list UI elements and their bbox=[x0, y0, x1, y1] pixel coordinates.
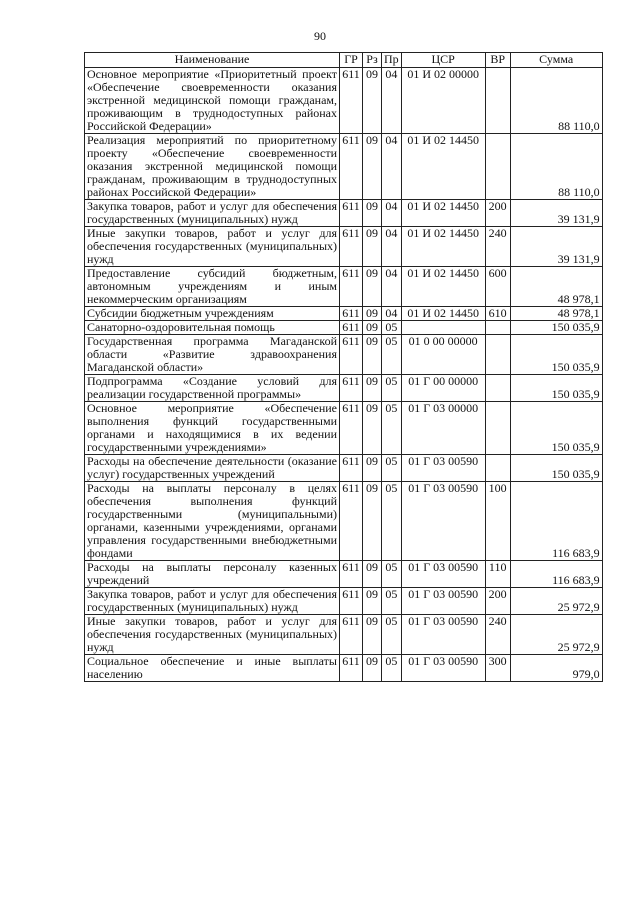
cell-rz: 09 bbox=[363, 200, 382, 227]
cell-csr: 01 И 02 14450 bbox=[401, 227, 485, 267]
cell-name: Закупка товаров, работ и услуг для обеспечения государственных (муниципальных) нужд bbox=[85, 200, 340, 227]
cell-gr: 611 bbox=[340, 227, 363, 267]
cell-sum: 88 110,0 bbox=[510, 134, 602, 200]
cell-sum: 25 972,9 bbox=[510, 615, 602, 655]
header-csr: ЦСР bbox=[401, 53, 485, 68]
cell-rz: 09 bbox=[363, 267, 382, 307]
cell-sum: 150 035,9 bbox=[510, 375, 602, 402]
cell-name: Расходы на выплаты персоналу казенных учреждений bbox=[85, 561, 340, 588]
cell-sum: 979,0 bbox=[510, 655, 602, 682]
table-row bbox=[85, 267, 603, 307]
cell-gr: 611 bbox=[340, 335, 363, 375]
cell-gr: 611 bbox=[340, 68, 363, 134]
cell-sum: 39 131,9 bbox=[510, 227, 602, 267]
cell-rz: 09 bbox=[363, 615, 382, 655]
header-name: Наименование bbox=[85, 53, 340, 68]
cell-pr: 04 bbox=[382, 68, 402, 134]
table-row bbox=[85, 321, 603, 335]
cell-sum: 150 035,9 bbox=[510, 455, 602, 482]
cell-name: Санаторно-оздоровительная помощь bbox=[85, 321, 340, 335]
cell-name: Закупка товаров, работ и услуг для обеспечения государственных (муниципальных) нужд bbox=[85, 588, 340, 615]
cell-sum: 48 978,1 bbox=[510, 307, 602, 321]
table-header-row bbox=[85, 53, 603, 68]
cell-gr: 611 bbox=[340, 321, 363, 335]
cell-vr: 110 bbox=[485, 561, 510, 588]
header-rz: Рз bbox=[363, 53, 382, 68]
cell-rz: 09 bbox=[363, 68, 382, 134]
cell-sum: 150 035,9 bbox=[510, 402, 602, 455]
cell-csr: 01 Г 03 00590 bbox=[401, 588, 485, 615]
cell-csr: 01 И 02 14450 bbox=[401, 267, 485, 307]
cell-sum: 116 683,9 bbox=[510, 482, 602, 561]
cell-gr: 611 bbox=[340, 375, 363, 402]
cell-rz: 09 bbox=[363, 321, 382, 335]
cell-gr: 611 bbox=[340, 200, 363, 227]
cell-pr: 04 bbox=[382, 134, 402, 200]
cell-vr bbox=[485, 134, 510, 200]
table-row bbox=[85, 482, 603, 561]
cell-rz: 09 bbox=[363, 375, 382, 402]
header-gr: ГР bbox=[340, 53, 363, 68]
cell-name: Государственная программа Магаданской области «Развитие здравоохранения Магаданской области» bbox=[85, 335, 340, 375]
table-row bbox=[85, 227, 603, 267]
cell-pr: 05 bbox=[382, 655, 402, 682]
header-sum: Сумма bbox=[510, 53, 602, 68]
table-row bbox=[85, 588, 603, 615]
cell-csr: 01 И 02 00000 bbox=[401, 68, 485, 134]
cell-rz: 09 bbox=[363, 307, 382, 321]
cell-rz: 09 bbox=[363, 655, 382, 682]
cell-gr: 611 bbox=[340, 482, 363, 561]
cell-gr: 611 bbox=[340, 655, 363, 682]
cell-pr: 04 bbox=[382, 200, 402, 227]
cell-pr: 05 bbox=[382, 482, 402, 561]
cell-vr: 100 bbox=[485, 482, 510, 561]
cell-pr: 05 bbox=[382, 375, 402, 402]
table-row bbox=[85, 134, 603, 200]
table-row bbox=[85, 335, 603, 375]
cell-name: Основное мероприятие «Обеспечение выполнения функций государственными органами и находящимися в их ведении государственными учреждениями» bbox=[85, 402, 340, 455]
cell-gr: 611 bbox=[340, 561, 363, 588]
cell-name: Иные закупки товаров, работ и услуг для обеспечения государственных (муниципальных) нужд bbox=[85, 615, 340, 655]
cell-csr: 01 Г 03 00000 bbox=[401, 402, 485, 455]
cell-rz: 09 bbox=[363, 227, 382, 267]
cell-name: Иные закупки товаров, работ и услуг для обеспечения государственных (муниципальных) нужд bbox=[85, 227, 340, 267]
cell-vr: 200 bbox=[485, 200, 510, 227]
cell-gr: 611 bbox=[340, 307, 363, 321]
table-row bbox=[85, 200, 603, 227]
cell-name: Основное мероприятие «Приоритетный проект «Обеспечение своевременности оказания экстренной медицинской помощи гражданам, проживающим в труднодоступных районах Российской Федерации» bbox=[85, 68, 340, 134]
cell-pr: 04 bbox=[382, 227, 402, 267]
cell-csr: 01 И 02 14450 bbox=[401, 307, 485, 321]
cell-name: Расходы на обеспечение деятельности (оказание услуг) государственных учреждений bbox=[85, 455, 340, 482]
cell-vr bbox=[485, 375, 510, 402]
cell-name: Расходы на выплаты персоналу в целях обеспечения выполнения функций государственными (муниципальными) органами, казенными учреждениями, органами управления государственными внебюджетными фондами bbox=[85, 482, 340, 561]
cell-rz: 09 bbox=[363, 402, 382, 455]
header-pr: Пр bbox=[382, 53, 402, 68]
cell-gr: 611 bbox=[340, 267, 363, 307]
cell-pr: 05 bbox=[382, 321, 402, 335]
cell-rz: 09 bbox=[363, 588, 382, 615]
cell-rz: 09 bbox=[363, 455, 382, 482]
cell-vr bbox=[485, 335, 510, 375]
cell-vr bbox=[485, 68, 510, 134]
cell-rz: 09 bbox=[363, 482, 382, 561]
cell-csr: 01 Г 03 00590 bbox=[401, 455, 485, 482]
cell-csr: 01 Г 03 00590 bbox=[401, 655, 485, 682]
cell-rz: 09 bbox=[363, 335, 382, 375]
cell-vr: 200 bbox=[485, 588, 510, 615]
cell-gr: 611 bbox=[340, 134, 363, 200]
cell-name: Подпрограмма «Создание условий для реализации государственной программы» bbox=[85, 375, 340, 402]
cell-csr: 01 Г 03 00590 bbox=[401, 561, 485, 588]
cell-pr: 05 bbox=[382, 588, 402, 615]
table-row bbox=[85, 655, 603, 682]
page-number: 90 bbox=[314, 29, 326, 43]
cell-vr: 240 bbox=[485, 227, 510, 267]
cell-vr: 600 bbox=[485, 267, 510, 307]
cell-sum: 39 131,9 bbox=[510, 200, 602, 227]
cell-csr: 01 Г 00 00000 bbox=[401, 375, 485, 402]
table-row bbox=[85, 561, 603, 588]
cell-name: Реализация мероприятий по приоритетному проекту «Обеспечение своевременности оказания экстренной медицинской помощи гражданам, проживающим в труднодоступных районах Российской Федерации» bbox=[85, 134, 340, 200]
table-row bbox=[85, 455, 603, 482]
cell-sum: 150 035,9 bbox=[510, 335, 602, 375]
cell-gr: 611 bbox=[340, 588, 363, 615]
header-vr: ВР bbox=[485, 53, 510, 68]
cell-vr bbox=[485, 402, 510, 455]
cell-gr: 611 bbox=[340, 455, 363, 482]
cell-csr bbox=[401, 321, 485, 335]
cell-csr: 01 0 00 00000 bbox=[401, 335, 485, 375]
cell-sum: 48 978,1 bbox=[510, 267, 602, 307]
cell-pr: 05 bbox=[382, 561, 402, 588]
cell-sum: 25 972,9 bbox=[510, 588, 602, 615]
table-body bbox=[85, 68, 603, 682]
cell-csr: 01 Г 03 00590 bbox=[401, 482, 485, 561]
cell-vr bbox=[485, 321, 510, 335]
cell-sum: 150 035,9 bbox=[510, 321, 602, 335]
cell-vr bbox=[485, 455, 510, 482]
cell-pr: 04 bbox=[382, 267, 402, 307]
cell-pr: 05 bbox=[382, 402, 402, 455]
table-row bbox=[85, 307, 603, 321]
cell-pr: 05 bbox=[382, 615, 402, 655]
table-row bbox=[85, 375, 603, 402]
cell-sum: 88 110,0 bbox=[510, 68, 602, 134]
cell-rz: 09 bbox=[363, 561, 382, 588]
cell-csr: 01 И 02 14450 bbox=[401, 134, 485, 200]
cell-vr: 240 bbox=[485, 615, 510, 655]
cell-csr: 01 И 02 14450 bbox=[401, 200, 485, 227]
table-row bbox=[85, 615, 603, 655]
budget-table bbox=[84, 52, 603, 682]
cell-csr: 01 Г 03 00590 bbox=[401, 615, 485, 655]
cell-sum: 116 683,9 bbox=[510, 561, 602, 588]
table-row bbox=[85, 402, 603, 455]
cell-gr: 611 bbox=[340, 615, 363, 655]
cell-gr: 611 bbox=[340, 402, 363, 455]
cell-name: Предоставление субсидий бюджетным, автономным учреждениям и иным некоммерческим организациям bbox=[85, 267, 340, 307]
cell-pr: 04 bbox=[382, 307, 402, 321]
cell-name: Социальное обеспечение и иные выплаты населению bbox=[85, 655, 340, 682]
table-row bbox=[85, 68, 603, 134]
cell-pr: 05 bbox=[382, 335, 402, 375]
cell-pr: 05 bbox=[382, 455, 402, 482]
cell-vr: 300 bbox=[485, 655, 510, 682]
cell-rz: 09 bbox=[363, 134, 382, 200]
cell-name: Субсидии бюджетным учреждениям bbox=[85, 307, 340, 321]
cell-vr: 610 bbox=[485, 307, 510, 321]
